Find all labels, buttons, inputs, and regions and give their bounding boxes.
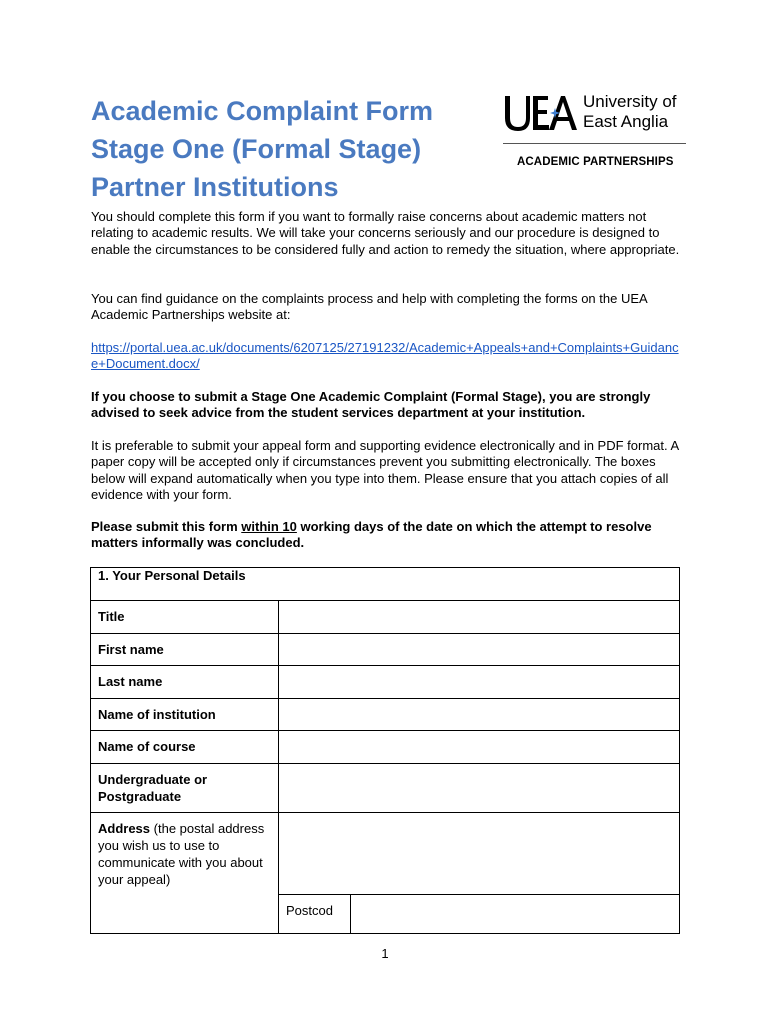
first-name-label: First name	[91, 634, 279, 666]
course-field[interactable]	[279, 731, 680, 764]
last-name-field[interactable]	[279, 666, 680, 699]
personal-details-table	[90, 567, 680, 934]
table-row	[91, 699, 680, 731]
title-line-2: Stage One (Formal Stage)	[91, 134, 422, 164]
level-label: Undergraduate or Postgraduate	[91, 764, 279, 813]
title-label: Title	[91, 601, 279, 634]
logo-subtitle: ACADEMIC PARTNERSHIPS	[517, 156, 674, 168]
title-line-1: Academic Complaint Form	[91, 96, 434, 126]
table-row	[91, 601, 680, 634]
level-field[interactable]	[279, 764, 680, 813]
postcode-label: Postcod	[279, 895, 351, 934]
uea-logo	[503, 92, 688, 177]
document-title	[91, 92, 471, 206]
section-heading: 1. Your Personal Details	[91, 568, 680, 601]
institution-label: Name of institution	[91, 699, 279, 731]
table-row	[91, 634, 680, 666]
page-number: 1	[381, 946, 389, 961]
institution-field[interactable]	[279, 699, 680, 731]
submission-paragraph: It is preferable to submit your appeal form and supporting evidence electronically and in PDF format. A paper copy will be accepted only if circumstances prevent you submitting electronically. The boxes below will expand automatically when you type into them. Please ensure that you attach copies of all evidence with your form.	[91, 438, 679, 502]
uea-logo-mark	[503, 94, 583, 132]
first-name-field[interactable]	[279, 634, 680, 666]
address-note: (the postal address you wish us to use to communicate with you about your appeal)	[98, 821, 265, 887]
table-row	[91, 813, 680, 895]
guidance-link-paragraph	[91, 340, 681, 373]
intro-paragraph: You should complete this form if you want to formally raise concerns about academic matters not relating to academic results. We will take your concerns seriously and our procedure is designed to enable the circumstances to be considered fully and action to remedy the situation, where appropriate.	[91, 209, 680, 257]
advice-paragraph: If you choose to submit a Stage One Academic Complaint (Formal Stage), you are strongly advised to seek advice from the student services department at your institution.	[91, 389, 651, 421]
title-field[interactable]	[279, 601, 680, 634]
title-line-3: Partner Institutions	[91, 172, 339, 202]
logo-university-name: University of East Anglia	[583, 92, 677, 131]
deadline-emphasis: within 10	[241, 519, 297, 534]
address-field[interactable]	[279, 813, 680, 895]
deadline-paragraph: Please submit this form within 10 working days of the date on which the attempt to resolve matters informally was concluded.	[91, 519, 652, 551]
last-name-label: Last name	[91, 666, 279, 699]
table-row	[91, 666, 680, 699]
guidance-link[interactable]: https://portal.uea.ac.uk/documents/6207125/27191232/Academic+Appeals+and+Complaints+Guidance+Document.docx/	[91, 340, 679, 372]
address-label: Address (the postal address you wish us to use to communicate with you about your appeal)	[91, 813, 279, 934]
logo-divider	[503, 143, 686, 144]
table-row	[91, 764, 680, 813]
course-label: Name of course	[91, 731, 279, 764]
table-row	[91, 731, 680, 764]
postcode-field[interactable]	[351, 895, 680, 934]
guidance-paragraph: You can find guidance on the complaints process and help with completing the forms on the UEA Academic Partnerships website at:	[91, 291, 647, 323]
section-header-row	[91, 568, 680, 601]
